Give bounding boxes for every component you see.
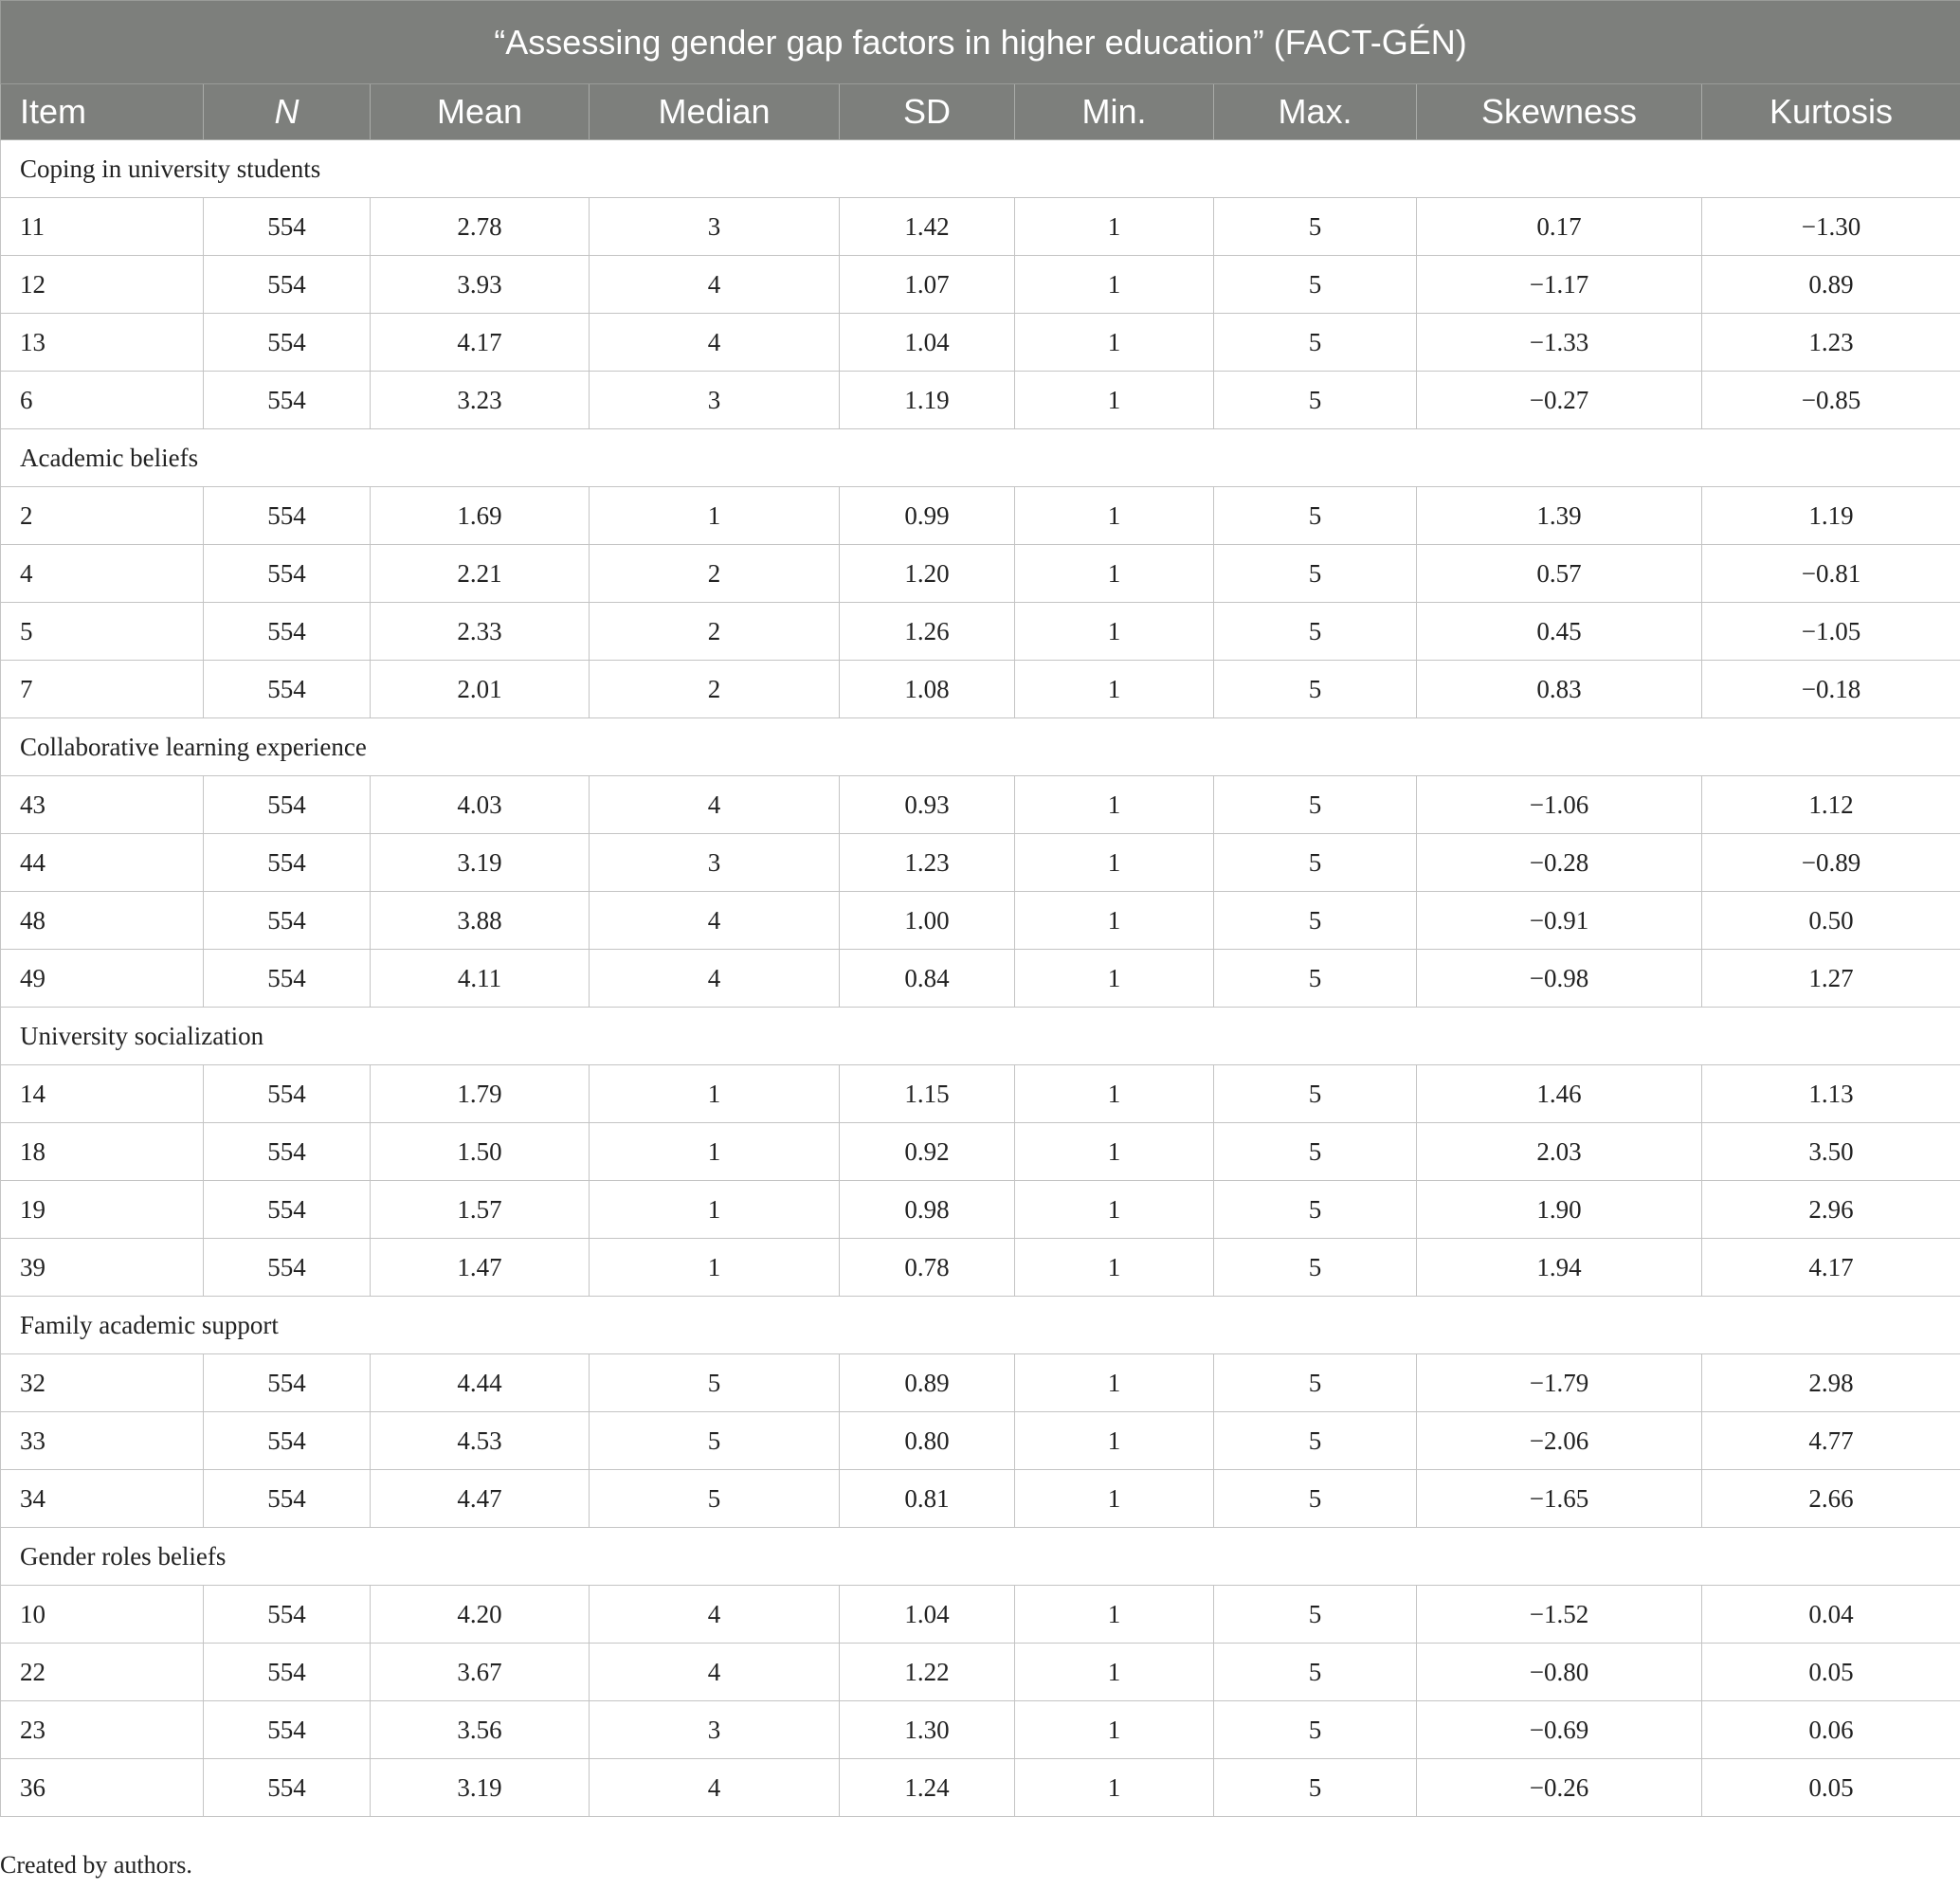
- cell-sd: 0.98: [840, 1181, 1015, 1239]
- column-header-max: Max.: [1214, 84, 1417, 140]
- cell-item: 34: [1, 1470, 204, 1528]
- cell-sd: 1.19: [840, 372, 1015, 429]
- cell-mean: 3.67: [371, 1644, 590, 1701]
- cell-max: 5: [1214, 776, 1417, 834]
- cell-skewness: 0.57: [1417, 545, 1702, 603]
- cell-skewness: 1.94: [1417, 1239, 1702, 1297]
- table-row: [1, 661, 1960, 718]
- cell-kurtosis: 1.13: [1702, 1065, 1960, 1123]
- cell-min: 1: [1015, 1470, 1214, 1528]
- cell-n: 554: [204, 1065, 371, 1123]
- cell-max: 5: [1214, 198, 1417, 256]
- table-row: [1, 256, 1960, 314]
- table-row: [1, 1065, 1960, 1123]
- cell-sd: 1.26: [840, 603, 1015, 661]
- cell-n: 554: [204, 1701, 371, 1759]
- cell-kurtosis: 0.06: [1702, 1701, 1960, 1759]
- cell-median: 3: [590, 372, 840, 429]
- table-body: [1, 140, 1960, 1817]
- cell-min: 1: [1015, 1354, 1214, 1412]
- table-row: [1, 1470, 1960, 1528]
- cell-skewness: 1.90: [1417, 1181, 1702, 1239]
- cell-skewness: −0.98: [1417, 950, 1702, 1008]
- table-row: [1, 776, 1960, 834]
- cell-sd: 1.42: [840, 198, 1015, 256]
- cell-item: 13: [1, 314, 204, 372]
- cell-max: 5: [1214, 1644, 1417, 1701]
- cell-mean: 3.23: [371, 372, 590, 429]
- cell-skewness: −1.52: [1417, 1586, 1702, 1644]
- cell-skewness: −1.33: [1417, 314, 1702, 372]
- cell-mean: 1.50: [371, 1123, 590, 1181]
- cell-n: 554: [204, 834, 371, 892]
- cell-mean: 2.21: [371, 545, 590, 603]
- cell-skewness: 1.46: [1417, 1065, 1702, 1123]
- cell-mean: 1.69: [371, 487, 590, 545]
- cell-skewness: −1.65: [1417, 1470, 1702, 1528]
- cell-skewness: 0.83: [1417, 661, 1702, 718]
- table-row: [1, 1354, 1960, 1412]
- cell-kurtosis: 1.23: [1702, 314, 1960, 372]
- cell-n: 554: [204, 1470, 371, 1528]
- cell-median: 4: [590, 892, 840, 950]
- cell-kurtosis: 1.27: [1702, 950, 1960, 1008]
- cell-min: 1: [1015, 198, 1214, 256]
- column-header-mean: Mean: [371, 84, 590, 140]
- table-row: [1, 1123, 1960, 1181]
- cell-kurtosis: −0.85: [1702, 372, 1960, 429]
- table-row: [1, 1181, 1960, 1239]
- cell-min: 1: [1015, 950, 1214, 1008]
- cell-max: 5: [1214, 1354, 1417, 1412]
- section-row: [1, 1008, 1960, 1065]
- cell-min: 1: [1015, 314, 1214, 372]
- table-row: [1, 487, 1960, 545]
- cell-max: 5: [1214, 487, 1417, 545]
- cell-median: 5: [590, 1412, 840, 1470]
- cell-max: 5: [1214, 314, 1417, 372]
- table-row: [1, 834, 1960, 892]
- cell-min: 1: [1015, 892, 1214, 950]
- cell-sd: 0.99: [840, 487, 1015, 545]
- cell-item: 11: [1, 198, 204, 256]
- cell-kurtosis: 3.50: [1702, 1123, 1960, 1181]
- cell-max: 5: [1214, 256, 1417, 314]
- cell-median: 2: [590, 545, 840, 603]
- cell-n: 554: [204, 603, 371, 661]
- cell-item: 43: [1, 776, 204, 834]
- section-label: Gender roles beliefs: [1, 1528, 1960, 1586]
- cell-n: 554: [204, 1354, 371, 1412]
- cell-item: 12: [1, 256, 204, 314]
- cell-item: 33: [1, 1412, 204, 1470]
- cell-mean: 2.01: [371, 661, 590, 718]
- cell-mean: 4.44: [371, 1354, 590, 1412]
- cell-kurtosis: −0.89: [1702, 834, 1960, 892]
- cell-min: 1: [1015, 1644, 1214, 1701]
- cell-sd: 1.15: [840, 1065, 1015, 1123]
- cell-n: 554: [204, 892, 371, 950]
- table-row: [1, 545, 1960, 603]
- cell-sd: 1.04: [840, 1586, 1015, 1644]
- cell-item: 2: [1, 487, 204, 545]
- table-row: [1, 198, 1960, 256]
- cell-item: 7: [1, 661, 204, 718]
- cell-skewness: −1.79: [1417, 1354, 1702, 1412]
- cell-kurtosis: 4.77: [1702, 1412, 1960, 1470]
- cell-min: 1: [1015, 776, 1214, 834]
- table-row: [1, 950, 1960, 1008]
- column-header-item: Item: [1, 84, 204, 140]
- cell-mean: 4.17: [371, 314, 590, 372]
- cell-sd: 1.04: [840, 314, 1015, 372]
- cell-item: 19: [1, 1181, 204, 1239]
- cell-kurtosis: 0.89: [1702, 256, 1960, 314]
- cell-median: 4: [590, 1586, 840, 1644]
- cell-sd: 1.20: [840, 545, 1015, 603]
- cell-sd: 0.89: [840, 1354, 1015, 1412]
- cell-min: 1: [1015, 256, 1214, 314]
- section-label: Family academic support: [1, 1297, 1960, 1354]
- cell-max: 5: [1214, 834, 1417, 892]
- cell-skewness: 1.39: [1417, 487, 1702, 545]
- section-row: [1, 718, 1960, 776]
- cell-kurtosis: 1.12: [1702, 776, 1960, 834]
- cell-skewness: −0.69: [1417, 1701, 1702, 1759]
- cell-min: 1: [1015, 1239, 1214, 1297]
- cell-n: 554: [204, 776, 371, 834]
- table-row: [1, 372, 1960, 429]
- cell-min: 1: [1015, 1181, 1214, 1239]
- cell-mean: 4.47: [371, 1470, 590, 1528]
- cell-mean: 3.93: [371, 256, 590, 314]
- cell-item: 10: [1, 1586, 204, 1644]
- table-row: [1, 1644, 1960, 1701]
- cell-median: 1: [590, 1065, 840, 1123]
- cell-max: 5: [1214, 545, 1417, 603]
- cell-min: 1: [1015, 603, 1214, 661]
- cell-min: 1: [1015, 1065, 1214, 1123]
- cell-kurtosis: 0.50: [1702, 892, 1960, 950]
- table-row: [1, 1701, 1960, 1759]
- section-label: Collaborative learning experience: [1, 718, 1960, 776]
- section-label: Academic beliefs: [1, 429, 1960, 487]
- cell-max: 5: [1214, 1123, 1417, 1181]
- cell-item: 39: [1, 1239, 204, 1297]
- cell-item: 48: [1, 892, 204, 950]
- column-header-sd: SD: [840, 84, 1015, 140]
- cell-max: 5: [1214, 1412, 1417, 1470]
- cell-max: 5: [1214, 950, 1417, 1008]
- cell-kurtosis: 0.05: [1702, 1759, 1960, 1817]
- cell-item: 32: [1, 1354, 204, 1412]
- cell-sd: 0.93: [840, 776, 1015, 834]
- cell-sd: 0.78: [840, 1239, 1015, 1297]
- cell-sd: 0.92: [840, 1123, 1015, 1181]
- cell-skewness: 0.17: [1417, 198, 1702, 256]
- column-header-n: N: [204, 84, 371, 140]
- cell-mean: 1.79: [371, 1065, 590, 1123]
- cell-item: 36: [1, 1759, 204, 1817]
- cell-sd: 1.24: [840, 1759, 1015, 1817]
- cell-kurtosis: 2.96: [1702, 1181, 1960, 1239]
- cell-n: 554: [204, 256, 371, 314]
- cell-max: 5: [1214, 1181, 1417, 1239]
- cell-item: 49: [1, 950, 204, 1008]
- cell-skewness: −2.06: [1417, 1412, 1702, 1470]
- table-row: [1, 1412, 1960, 1470]
- section-row: [1, 1297, 1960, 1354]
- cell-kurtosis: 4.17: [1702, 1239, 1960, 1297]
- cell-skewness: 2.03: [1417, 1123, 1702, 1181]
- cell-median: 3: [590, 834, 840, 892]
- cell-item: 6: [1, 372, 204, 429]
- cell-kurtosis: 2.98: [1702, 1354, 1960, 1412]
- cell-min: 1: [1015, 834, 1214, 892]
- cell-median: 4: [590, 776, 840, 834]
- cell-median: 2: [590, 661, 840, 718]
- cell-max: 5: [1214, 603, 1417, 661]
- cell-min: 1: [1015, 487, 1214, 545]
- section-row: [1, 1528, 1960, 1586]
- cell-item: 4: [1, 545, 204, 603]
- cell-max: 5: [1214, 661, 1417, 718]
- cell-mean: 2.78: [371, 198, 590, 256]
- table-row: [1, 314, 1960, 372]
- cell-kurtosis: −1.30: [1702, 198, 1960, 256]
- cell-median: 1: [590, 1181, 840, 1239]
- cell-sd: 1.07: [840, 256, 1015, 314]
- cell-kurtosis: 0.05: [1702, 1644, 1960, 1701]
- cell-min: 1: [1015, 545, 1214, 603]
- cell-n: 554: [204, 950, 371, 1008]
- cell-max: 5: [1214, 372, 1417, 429]
- cell-kurtosis: −1.05: [1702, 603, 1960, 661]
- table-row: [1, 1759, 1960, 1817]
- cell-mean: 1.57: [371, 1181, 590, 1239]
- column-header-median: Median: [590, 84, 840, 140]
- cell-n: 554: [204, 1181, 371, 1239]
- cell-n: 554: [204, 661, 371, 718]
- cell-min: 1: [1015, 372, 1214, 429]
- column-header-skewness: Skewness: [1417, 84, 1702, 140]
- cell-median: 4: [590, 1759, 840, 1817]
- table-title: “Assessing gender gap factors in higher education” (FACT-GÉN): [1, 1, 1960, 84]
- cell-mean: 4.20: [371, 1586, 590, 1644]
- cell-median: 4: [590, 314, 840, 372]
- section-row: [1, 140, 1960, 198]
- cell-n: 554: [204, 372, 371, 429]
- cell-kurtosis: −0.18: [1702, 661, 1960, 718]
- cell-skewness: −1.06: [1417, 776, 1702, 834]
- cell-n: 554: [204, 1123, 371, 1181]
- cell-mean: 3.19: [371, 1759, 590, 1817]
- section-row: [1, 429, 1960, 487]
- cell-mean: 3.19: [371, 834, 590, 892]
- cell-median: 1: [590, 1239, 840, 1297]
- cell-n: 554: [204, 314, 371, 372]
- cell-median: 3: [590, 1701, 840, 1759]
- cell-sd: 1.00: [840, 892, 1015, 950]
- cell-median: 5: [590, 1470, 840, 1528]
- cell-kurtosis: 2.66: [1702, 1470, 1960, 1528]
- cell-min: 1: [1015, 1701, 1214, 1759]
- cell-skewness: −0.26: [1417, 1759, 1702, 1817]
- cell-n: 554: [204, 1412, 371, 1470]
- cell-min: 1: [1015, 1586, 1214, 1644]
- cell-n: 554: [204, 487, 371, 545]
- cell-min: 1: [1015, 1123, 1214, 1181]
- cell-skewness: 0.45: [1417, 603, 1702, 661]
- table-header-row: [1, 84, 1960, 140]
- cell-kurtosis: −0.81: [1702, 545, 1960, 603]
- cell-mean: 4.53: [371, 1412, 590, 1470]
- cell-mean: 3.56: [371, 1701, 590, 1759]
- cell-min: 1: [1015, 1412, 1214, 1470]
- cell-mean: 4.11: [371, 950, 590, 1008]
- cell-n: 554: [204, 1759, 371, 1817]
- cell-max: 5: [1214, 1586, 1417, 1644]
- table-row: [1, 892, 1960, 950]
- cell-kurtosis: 0.04: [1702, 1586, 1960, 1644]
- cell-item: 5: [1, 603, 204, 661]
- cell-n: 554: [204, 198, 371, 256]
- table-title-row: [1, 1, 1960, 84]
- section-label: Coping in university students: [1, 140, 1960, 198]
- cell-n: 554: [204, 1586, 371, 1644]
- cell-sd: 1.22: [840, 1644, 1015, 1701]
- cell-mean: 4.03: [371, 776, 590, 834]
- cell-n: 554: [204, 1239, 371, 1297]
- cell-skewness: −0.27: [1417, 372, 1702, 429]
- cell-max: 5: [1214, 1239, 1417, 1297]
- cell-sd: 0.81: [840, 1470, 1015, 1528]
- cell-sd: 0.84: [840, 950, 1015, 1008]
- column-header-min: Min.: [1015, 84, 1214, 140]
- cell-mean: 2.33: [371, 603, 590, 661]
- cell-max: 5: [1214, 1759, 1417, 1817]
- cell-n: 554: [204, 545, 371, 603]
- cell-max: 5: [1214, 1065, 1417, 1123]
- table-footnote: Created by authors.: [0, 1851, 192, 1879]
- cell-skewness: −1.17: [1417, 256, 1702, 314]
- cell-sd: 1.30: [840, 1701, 1015, 1759]
- cell-item: 23: [1, 1701, 204, 1759]
- cell-skewness: −0.91: [1417, 892, 1702, 950]
- cell-median: 1: [590, 1123, 840, 1181]
- cell-sd: 1.08: [840, 661, 1015, 718]
- cell-median: 1: [590, 487, 840, 545]
- cell-max: 5: [1214, 892, 1417, 950]
- cell-skewness: −0.80: [1417, 1644, 1702, 1701]
- cell-median: 4: [590, 950, 840, 1008]
- cell-median: 3: [590, 198, 840, 256]
- table-row: [1, 603, 1960, 661]
- cell-n: 554: [204, 1644, 371, 1701]
- table-row: [1, 1586, 1960, 1644]
- cell-sd: 0.80: [840, 1412, 1015, 1470]
- column-header-kurtosis: Kurtosis: [1702, 84, 1960, 140]
- cell-mean: 3.88: [371, 892, 590, 950]
- cell-item: 18: [1, 1123, 204, 1181]
- cell-median: 4: [590, 1644, 840, 1701]
- cell-median: 2: [590, 603, 840, 661]
- cell-min: 1: [1015, 1759, 1214, 1817]
- cell-item: 14: [1, 1065, 204, 1123]
- cell-mean: 1.47: [371, 1239, 590, 1297]
- cell-max: 5: [1214, 1470, 1417, 1528]
- cell-median: 4: [590, 256, 840, 314]
- cell-item: 44: [1, 834, 204, 892]
- cell-max: 5: [1214, 1701, 1417, 1759]
- cell-item: 22: [1, 1644, 204, 1701]
- cell-min: 1: [1015, 661, 1214, 718]
- section-label: University socialization: [1, 1008, 1960, 1065]
- cell-kurtosis: 1.19: [1702, 487, 1960, 545]
- cell-median: 5: [590, 1354, 840, 1412]
- cell-sd: 1.23: [840, 834, 1015, 892]
- cell-skewness: −0.28: [1417, 834, 1702, 892]
- table-row: [1, 1239, 1960, 1297]
